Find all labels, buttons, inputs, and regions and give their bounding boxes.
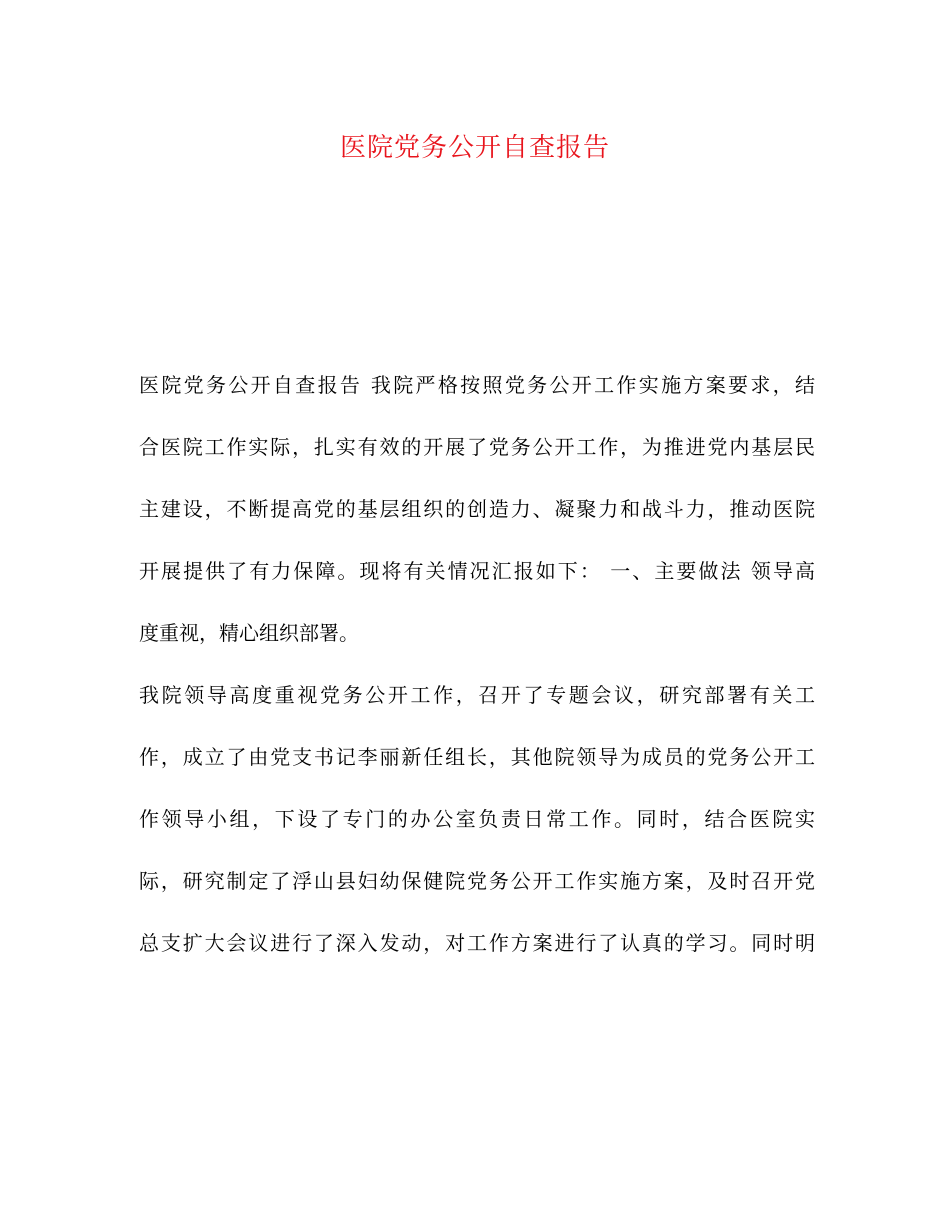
paragraph-1 (139, 354, 815, 664)
text-line: 合医院工作实际，扎实有效的开展了党务公开工作，为推进党内基层民 (139, 435, 815, 459)
text-line: 我院领导高度重视党务公开工作，召开了专题会议，研究部署有关工 (139, 683, 815, 707)
paragraph-2 (139, 664, 815, 974)
text-line: 主建设，不断提高党的基层组织的创造力、凝聚力和战斗力，推动医院 (139, 497, 815, 521)
text-line: 际，研究制定了浮山县妇幼保健院党务公开工作实施方案，及时召开党 (139, 869, 815, 893)
text-line: 作领导小组，下设了专门的办公室负责日常工作。同时，结合医院实 (139, 807, 815, 831)
document-title: 医院党务公开自查报告 (339, 133, 610, 163)
text-line: 度重视，精心组织部署。 (139, 621, 359, 645)
text-line: 开展提供了有力保障。现将有关情况汇报如下： 一、主要做法 领导高 (139, 559, 815, 583)
text-line: 总支扩大会议进行了深入发动，对工作方案进行了认真的学习。同时明 (139, 931, 815, 955)
text-line: 作，成立了由党支书记李丽新任组长，其他院领导为成员的党务公开工 (139, 745, 815, 769)
document-body (139, 354, 815, 974)
text-line: 医院党务公开自查报告 我院严格按照党务公开工作实施方案要求，结 (139, 373, 815, 397)
